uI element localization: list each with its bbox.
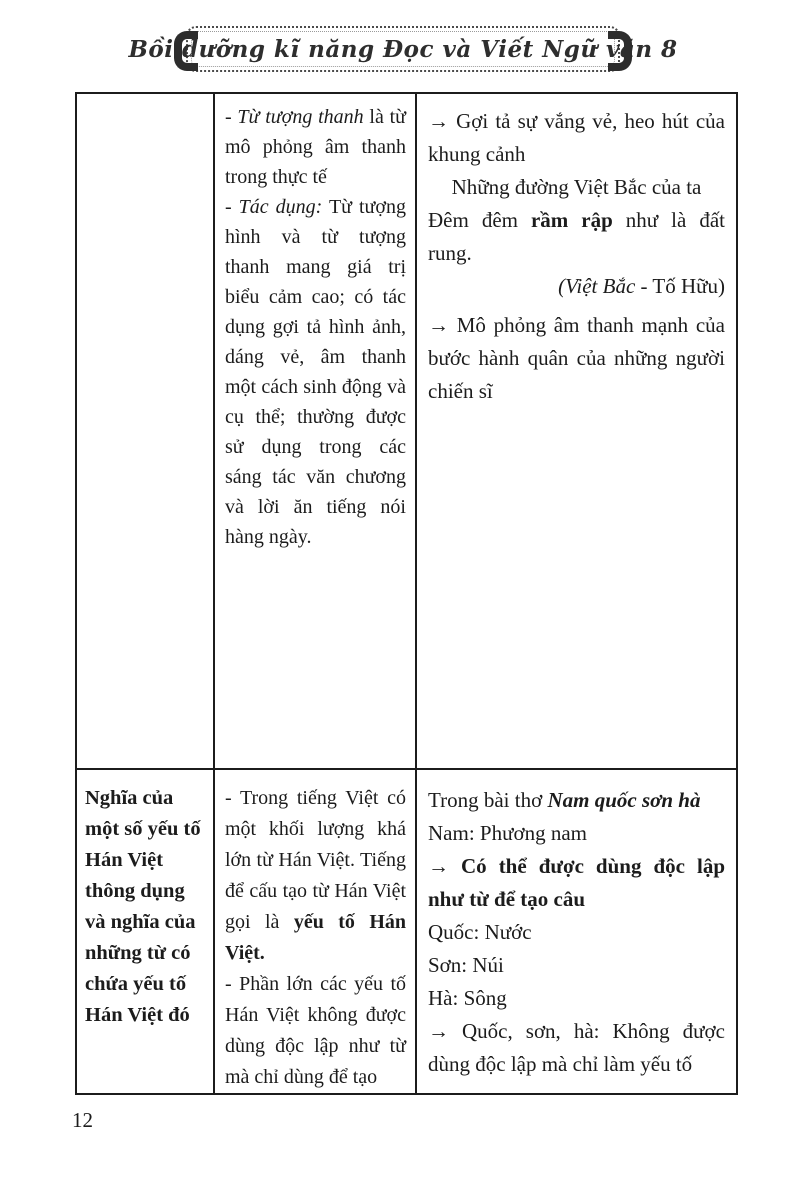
example-effect-1: → Gợi tả sự vắng vẻ, heo hút của khung cảnh [428, 109, 725, 166]
topic-han-viet: Nghĩa của một số yếu tố Hán Việt thông dụng và nghĩa của những từ có chứa yếu tố Hán Việt đó [85, 787, 201, 1026]
onomatopoeia-highlight: rầm rập [530, 208, 613, 232]
text-run: như là đất rung. [428, 208, 725, 265]
content-table [75, 92, 738, 1095]
bold-usage-text: Có thể được dùng độc lập như từ để tạo câu [428, 854, 725, 911]
verse-line-1: Những đường Việt Bắc của ta [451, 175, 702, 199]
cell-r2-definition [215, 770, 417, 1093]
arrow-run: → [428, 854, 462, 878]
poet-name: - Tố Hữu) [635, 274, 725, 298]
text-run: Từ tượng hình và từ tượng thanh mang giá trị biểu cảm cao; có tác dụng gợi tả hình ảnh, dáng vẻ, âm thanh một cách sinh động và cụ thể; thường được sử dụng trong các sáng tác văn chương và lời ăn tiếng nói hàng ngày. [225, 196, 406, 548]
poem-title-nam-quoc: Nam quốc sơn hà [547, 788, 701, 812]
verse-line-2 [428, 204, 725, 270]
tuong-thanh-definition [225, 102, 406, 192]
cell-r1-example [417, 94, 736, 770]
text-run: - Trong tiếng Việt có một khối lượng khá lớn từ Hán Việt. Tiếng để cấu tạo từ Hán Việt gọi là [225, 787, 406, 933]
text-run: - [225, 196, 239, 218]
gloss-nam: Nam: Phương nam [428, 821, 587, 845]
verse-attribution [428, 270, 725, 303]
gloss-ha: Hà: Sông [428, 986, 507, 1010]
poem-title: (Việt Bắc [558, 274, 636, 298]
header-banner [128, 26, 678, 72]
cell-r1-topic [77, 94, 215, 770]
cell-r2-example [417, 770, 736, 1093]
text-run: Trong bài thơ [428, 788, 548, 812]
banner-left-bracket-icon [174, 31, 198, 71]
term-tu-tuong-thanh: Từ tượng thanh [237, 106, 364, 128]
cell-r2-topic [77, 770, 215, 1093]
text-run: Đêm đêm [428, 208, 531, 232]
independent-usage-note [428, 850, 725, 916]
banner-right-bracket-icon [608, 31, 632, 71]
term-tac-dung: Tác dụng: [238, 196, 323, 218]
poem-intro-line [428, 784, 725, 817]
term-yeu-to-han-viet: yếu tố Hán Việt. [225, 911, 406, 964]
banner-frame [128, 26, 678, 72]
han-viet-paragraph-2: - Phần lớn các yếu tố Hán Việt không được dùng độc lập như từ mà chỉ dùng để tạo [225, 973, 406, 1088]
text-run: là từ mô phỏng âm thanh trong thực tế [225, 106, 406, 188]
page-number: 12 [72, 1108, 93, 1132]
tac-dung-paragraph [225, 192, 406, 552]
han-viet-paragraph-1 [225, 783, 406, 969]
example-effect-2: → Mô phỏng âm thanh mạnh của bước hành quân của những người chiến sĩ [428, 313, 725, 403]
banner-title: Bồi dưỡng kĩ năng Đọc và Viết Ngữ văn 8 [128, 35, 678, 63]
text-run: - [225, 106, 238, 128]
gloss-quoc: Quốc: Nước [428, 920, 532, 944]
cell-r1-definition [215, 94, 417, 770]
gloss-son: Sơn: Núi [428, 953, 504, 977]
dependent-usage-note: → Quốc, sơn, hà: Không được dùng độc lập mà chỉ làm yếu tố [428, 1019, 725, 1076]
